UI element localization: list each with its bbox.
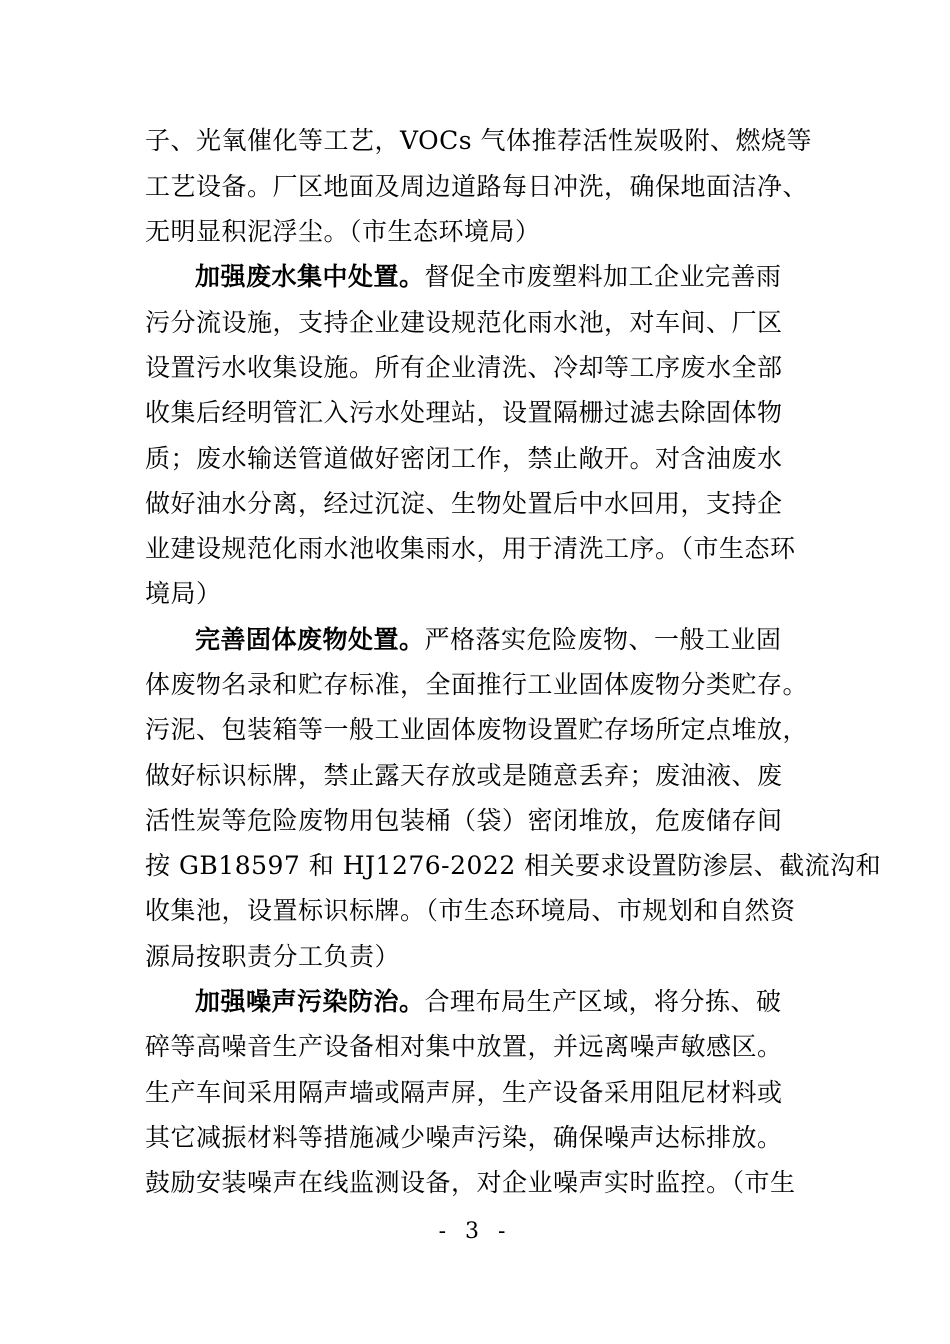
page-number: - 3 -: [438, 1219, 512, 1244]
text-line: 无明显积泥浮尘。（市生态环境局）: [145, 217, 541, 246]
text-line: 污泥、包装箱等一般工业固体废物设置贮存场所定点堆放，: [145, 715, 809, 744]
text-line: 碎等高噪音生产设备相对集中放置，并远离噪声敏感区。: [145, 1032, 783, 1061]
text-line: 做好标识标牌，禁止露天存放或是随意丢弃；废油液、废: [145, 761, 783, 790]
text-line: 收集后经明管汇入污水处理站，设置隔栅过滤去除固体物: [145, 398, 783, 427]
text-span: 合理布局生产区域，将分拣、破: [424, 987, 782, 1016]
text-line: 活性炭等危险废物用包装桶（袋）密闭堆放，危废储存间: [145, 806, 783, 835]
text-span: 严格落实危险废物、一般工业固: [424, 625, 782, 654]
text-line: 业建设规范化雨水池收集雨水，用于清洗工序。（市生态环: [145, 534, 796, 563]
text-line: 污分流设施，支持企业建设规范化雨水池，对车间、厂区: [145, 308, 783, 337]
text-line: 子、光氧催化等工艺，VOCs 气体推荐活性炭吸附、燃烧等: [145, 126, 813, 155]
section-heading: 完善固体废物处置。: [195, 625, 425, 654]
paragraph-first-line: [195, 262, 782, 292]
section-heading: 加强废水集中处置。: [195, 262, 425, 291]
text-line: 收集池，设置标识标牌。（市生态环境局、市规划和自然资: [145, 896, 796, 925]
text-line: 设置污水收集设施。所有企业清洗、冷却等工序废水全部: [145, 353, 783, 382]
section-heading: 加强噪声污染防治。: [195, 987, 425, 1016]
text-line: 其它减振材料等措施减少噪声污染，确保噪声达标排放。: [145, 1123, 783, 1152]
text-span: 督促全市废塑料加工企业完善雨: [424, 262, 782, 291]
text-line: 质；废水输送管道做好密闭工作，禁止敞开。对含油废水: [145, 444, 783, 473]
text-line: 体废物名录和贮存标准，全面推行工业固体废物分类贮存。: [145, 670, 809, 699]
text-line: 境局）: [145, 579, 222, 608]
text-line: 鼓励安装噪声在线监测设备，对企业噪声实时监控。（市生: [145, 1168, 796, 1197]
text-line: 工艺设备。厂区地面及周边道路每日冲洗，确保地面洁净、: [145, 172, 809, 201]
text-line: 生产车间采用隔声墙或隔声屏，生产设备采用阻尼材料或: [145, 1078, 783, 1107]
text-line: 源局按职责分工负责）: [145, 942, 401, 971]
text-line: 按 GB18597 和 HJ1276-2022 相关要求设置防渗层、截流沟和: [145, 851, 882, 880]
text-line: 做好油水分离，经过沉淀、生物处置后中水回用，支持企: [145, 489, 783, 518]
paragraph-first-line: [195, 625, 782, 655]
paragraph-first-line: [195, 987, 782, 1017]
